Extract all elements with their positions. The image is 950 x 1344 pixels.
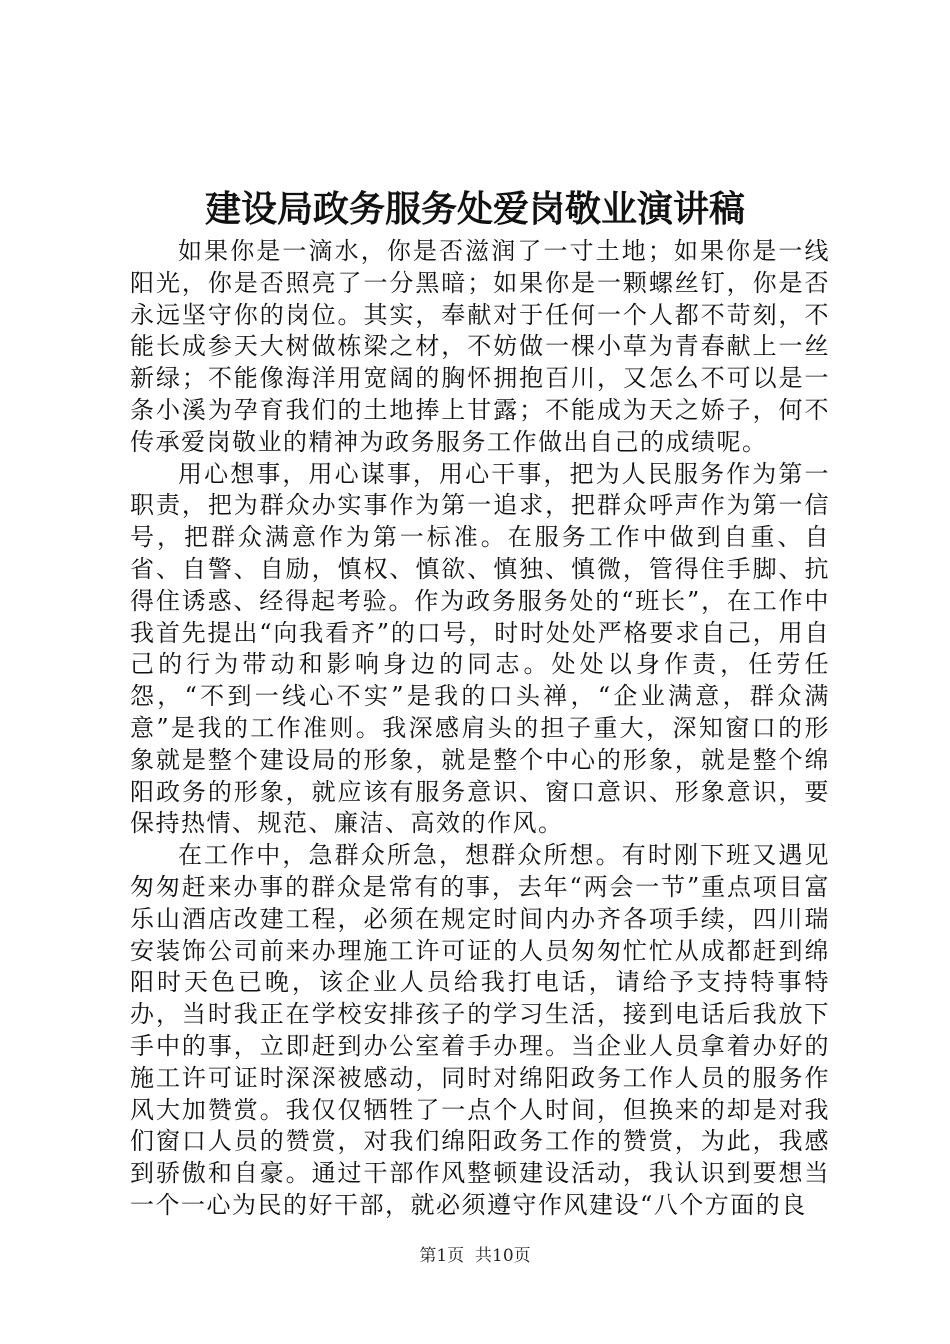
paragraph-3: 在工作中，急群众所急，想群众所想。有时刚下班又遇见匆匆赶来办事的群众是常有的事，去年“两会一节”重点项目富乐山酒店改建工程，必须在规定时间内办齐各项手续，四川瑞安装饰公司前来办理施工许可证的人员匆匆忙忙从成都赶到绵阳时天色已晚，该企业人员给我打电话，请给予支持特事特办，当时我正在学校安排孩子的学习生活，接到电话后我放下手中的事，立即赶到办公室着手办理。当企业人员拿着办好的施工许可证时深深被感动，同时对绵阳政务工作人员的服务作风大加赞赏。我仅仅牺牲了一点个人时间，但换来的却是对我们窗口人员的赞赏，对我们绵阳政务工作的赞赏，为此，我感到骄傲和自豪。通过干部作风整顿建设活动，我认识到要想当一个一心为民的好干部，就必须遵守作风建设“八个方面的良 xyxy=(130,841,830,1219)
total-pages: 共10页 xyxy=(475,1246,531,1266)
paragraph-1: 如果你是一滴水，你是否滋润了一寸土地；如果你是一线阳光，你是否照亮了一分黑暗；如果你是一颗螺丝钉，你是否永远坚守你的岗位。其实，奉献对于任何一个人都不苛刻，不能长成参天大树做栋梁之材，不妨做一棵小草为青春献上一丝新绿；不能像海洋用宽阔的胸怀拥抱百川，又怎么不可以是一条小溪为孕育我们的土地捧上甘露；不能成为天之娇子，何不传承爱岗敬业的精神为政务服务工作做出自己的成绩呢。 xyxy=(130,237,830,456)
document-title: 建设局政务服务处爱岗敬业演讲稿 xyxy=(204,188,745,230)
document-body xyxy=(130,236,830,1222)
page-number: 第1页 xyxy=(419,1246,465,1266)
paragraph-2: 用心想事，用心谋事，用心干事，把为人民服务作为第一职责，把为群众办实事作为第一追求，把群众呼声作为第一信号，把群众满意作为第一标准。在服务工作中做到自重、自省、自警、自励，慎权、慎欲、慎独、慎微，管得住手脚、抗得住诱惑、经得起考验。作为政务服务处的“班长”，在工作中我首先提出“向我看齐”的口号，时时处处严格要求自己，用自己的行为带动和影响身边的同志。处处以身作责，任劳任怨，“不到一线心不实”是我的口头禅，“企业满意，群众满意”是我的工作准则。我深感肩头的担子重大，深知窗口的形象就是整个建设局的形象，就是整个中心的形象，就是整个绵阳政务的形象，就应该有服务意识、窗口意识、形象意识，要保持热情、规范、廉洁、高效的作风。 xyxy=(130,459,830,838)
page-footer xyxy=(0,1244,950,1268)
